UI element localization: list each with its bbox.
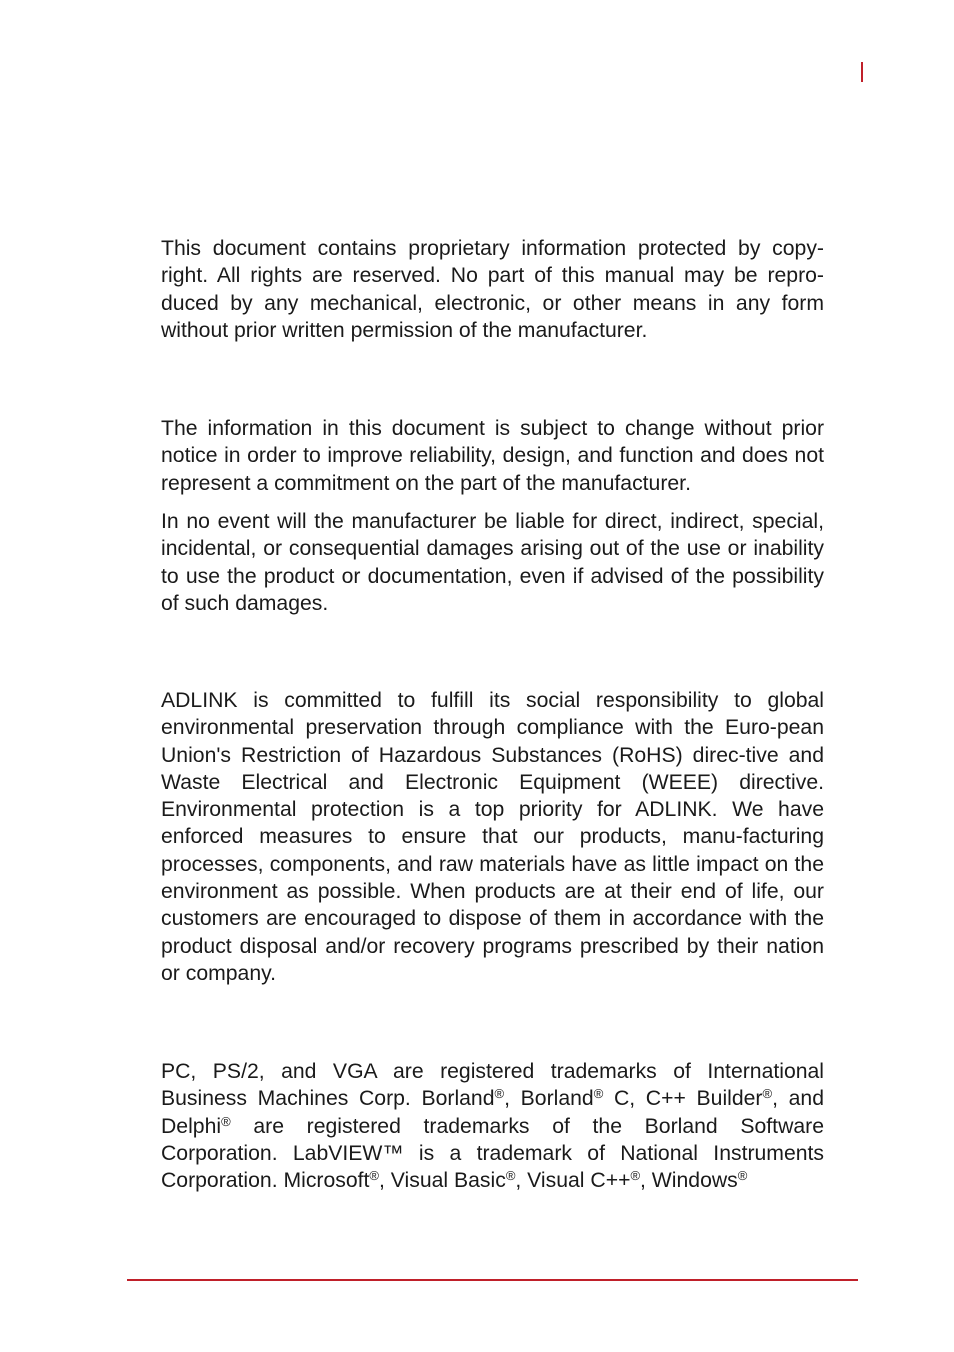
header-marker <box>861 62 863 82</box>
registered-mark: ® <box>221 1113 231 1129</box>
trademark-text: are registered trademarks of the Borland Software Corporation. LabVIEW™ is a trademark of National Instruments Corporation. Microsoft <box>161 1114 824 1193</box>
registered-mark: ® <box>494 1086 505 1102</box>
registered-mark: ® <box>737 1168 748 1184</box>
trademark-text: , Borland <box>504 1087 594 1111</box>
registered-mark: ® <box>630 1168 641 1184</box>
registered-mark: ® <box>505 1168 516 1184</box>
trademark-text: , Visual C++ <box>515 1169 631 1193</box>
disclaimer-change-paragraph: The information in this document is subject to change without prior notice in order to improve reliability, design, and function and does not represent a commitment on the part of the manufacturer. <box>161 417 824 495</box>
copyright-paragraph: This document contains proprietary information protected by copy-right. All rights are reserved. No part of this manual may be repro-duced by any mechanical, electronic, or other means in any form without prior written permission of the manufacturer. <box>161 237 824 342</box>
trademark-text: , Windows <box>640 1169 738 1193</box>
registered-mark: ® <box>762 1086 773 1102</box>
registered-mark: ® <box>593 1086 604 1102</box>
trademark-text: , Visual Basic <box>379 1169 506 1193</box>
trademarks-paragraph <box>161 1058 824 1194</box>
footer-rule <box>127 1279 858 1281</box>
trademark-text: , and Delphi <box>161 1087 824 1138</box>
trademark-text: PC, PS/2, and VGA are registered trademarks of International Business Machines Corp. Borland <box>161 1060 824 1111</box>
trademark-text: C, C++ Builder <box>603 1087 763 1111</box>
disclaimer-liability-paragraph: In no event will the manufacturer be liable for direct, indirect, special, incidental, or consequential damages arising out of the use or inability to use the product or documentation, even if advised of the possibility of such damages. <box>161 510 824 615</box>
environmental-paragraph: ADLINK is committed to fulfill its social responsibility to global environmental preservation through compliance with the Euro-pean Union's Restriction of Hazardous Substances (RoHS) direc-tive and Waste Electrical and Electronic Equipment (WEEE) directive. Environmental protection is a top priority for ADLINK. We have enforced measures to ensure that our products, manu-facturing processes, components, and raw materials have as little impact on the environment as possible. When products are at their end of life, our customers are encouraged to dispose of them in accordance with the product disposal and/or recovery programs prescribed by their nation or company. <box>161 689 824 985</box>
registered-mark: ® <box>369 1168 380 1184</box>
